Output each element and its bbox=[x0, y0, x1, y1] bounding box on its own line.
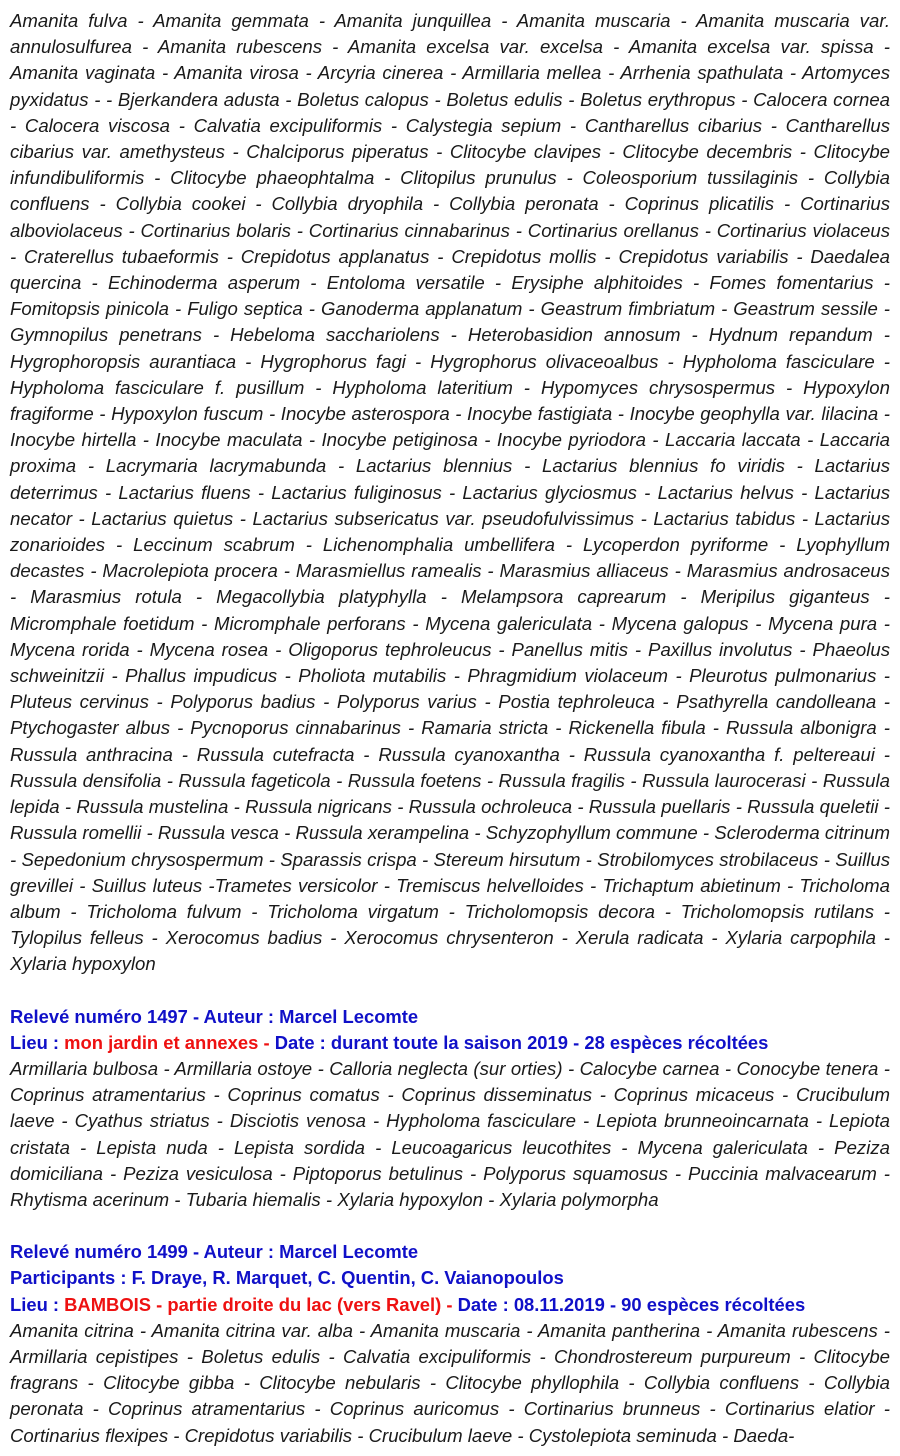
releve-title: Relevé numéro 1499 - Auteur : Marcel Lecomte bbox=[10, 1241, 419, 1263]
species-list: Amanita citrina - Amanita citrina var. alba - Amanita muscaria - Amanita pantherina - Amanita rubescens - Armillaria cepistipes - Boletus edulis - Calvatia excipuliformis - Chondrostereum purpureum - Clitocybe fragrans - Clitocybe gibba - Clitocybe nebularis - Clitocybe phyllophila - Collybia confluens - Collybia peronata - Coprinus atramentarius - Coprinus auricomus - Cortinarius brunneus - Cortinarius elatior - Cortinarius flexipes - Crepidotus variabilis - Crucibulum laeve - Cystolepiota seminuda - Daeda- bbox=[10, 1319, 890, 1446]
releve-title: Relevé numéro 1497 - Auteur : Marcel Lecomte bbox=[10, 1005, 419, 1027]
species-list: Armillaria bulbosa - Armillaria ostoye - Calloria neglecta (sur orties) - Calocybe carnea - Conocybe tenera - Coprinus atramentarius - Coprinus comatus - Coprinus disseminatus - Coprinus micaceus - Crucibulum laeve - Cyathus striatus - Disciotis venosa - Hypholoma fasciculare - Lepiota brunneoincarnata - Lepiota cristata - Lepista nuda - Lepista sordida - Leucoagaricus leucothites - Mycena galericulata - Peziza domiciliana - Peziza vesiculosa - Piptoporus betulinus - Polyporus squamosus - Puccinia malvacearum - Rhytisma acerinum - Tubaria hiemalis - Xylaria hypoxylon - Xylaria polymorpha bbox=[10, 1057, 890, 1210]
releve-location-line bbox=[10, 1030, 890, 1056]
species-list-opening: Amanita fulva - Amanita gemmata - Amanita junquillea - Amanita muscaria - Amanita muscaria var. annulosulfurea - Amanita rubescens - Amanita excelsa var. excelsa - Amanita excelsa var. spissa - Amanita vaginata - Amanita virosa - Arcyria cinerea - Armillaria mellea - Arrhenia spathulata - Artomyces pyxidatus - - Bjerkandera adusta - Boletus calopus - Boletus edulis - Boletus erythropus - Calocera cornea - Calocera viscosa - Calvatia excipuliformis - Calystegia sepium - Cantharellus cibarius - Cantharellus cibarius var. amethysteus - Chalciporus piperatus - Clitocybe clavipes - Clitocybe decembris - Clitocybe infundibuliformis - Clitocybe phaeophtalma - Clitopilus prunulus - Coleosporium tussilaginis - Collybia confluens - Collybia cookei - Collybia dryophila - Collybia peronata - Coprinus plicatilis - Cortinarius alboviolaceus - Cortinarius bolaris - Cortinarius cinnabarinus - Cortinarius orellanus - Cortinarius violaceus - Craterellus tubaeformis - Crepidotus applanatus - Crepidotus mollis - Crepidotus variabilis - Daedalea quercina - Echinoderma asperum - Entoloma versatile - Erysiphe alphitoides - Fomes fomentarius - Fomitopsis pinicola - Fuligo septica - Ganoderma applanatum - Geastrum fimbriatum - Geastrum sessile - Gymnopilus penetrans - Hebeloma sacchariolens - Heterobasidion annosum - Hydnum repandum - Hygrophoropsis aurantiaca - Hygrophorus fagi - Hygrophorus olivaceoalbus - Hypholoma fasciculare - Hypholoma fasciculare f. pusillum - Hypholoma lateritium - Hypomyces chrysospermus - Hypoxylon fragiforme - Hypoxylon fuscum - Inocybe asterospora - Inocybe fastigiata - Inocybe geophylla var. lilacina - Inocybe hirtella - Inocybe maculata - Inocybe petiginosa - Inocybe pyriodora - Laccaria laccata - Laccaria proxima - Lacrymaria lacrymabunda - Lactarius blennius - Lactarius blennius fo viridis - Lactarius deterrimus - Lactarius fluens - Lactarius fuliginosus - Lactarius glyciosmus - Lactarius helvus - Lactarius necator - Lactarius quietus - Lactarius subsericatus var. pseudofulvissimus - Lactarius tabidus - Lactarius zonarioides - Leccinum scabrum - Lichenomphalia umbellifera - Lycoperdon pyriforme - Lyophyllum decastes - Macrolepiota procera - Marasmiellus ramealis - Marasmius alliaceus - Marasmius androsaceus - Marasmius rotula - Megacollybia platyphylla - Melampsora caprearum - Meripilus giganteus - Micromphale foetidum - Micromphale perforans - Mycena galericulata - Mycena galopus - Mycena pura - Mycena rorida - Mycena rosea - Oligoporus tephroleucus - Panellus mitis - Paxillus involutus - Phaeolus schweinitzii - Phallus impudicus - Pholiota mutabilis - Phragmidium violaceum - Pleurotus pulmonarius - Pluteus cervinus - Polyporus badius - Polyporus varius - Postia tephroleuca - Psathyrella candolleana - Ptychogaster albus - Pycnoporus cinnabarinus - Ramaria stricta - Rickenella fibula - Russula albonigra - Russula anthracina - Russula cutefracta - Russula cyanoxantha - Russula cyanoxantha f. peltereaui - Russula densifolia - Russula fageticola - Russula foetens - Russula fragilis - Russula laurocerasi - Russula lepida - Russula mustelina - Russula nigricans - Russula ochroleuca - Russula puellaris - Russula queletii - Russula romellii - Russula vesca - Russula xerampelina - Schyzophyllum commune - Scleroderma citrinum - Sepedonium chrysospermum - Sparassis crispa - Stereum hirsutum - Strobilomyces strobilaceus - Suillus grevillei - Suillus luteus -Trametes versicolor - Tremiscus helvelloides - Trichaptum abietinum - Tricholoma album - Tricholoma fulvum - Tricholoma virgatum - Tricholomopsis decora - Tricholomopsis rutilans - Tylopilus felleus - Xerocomus badius - Xerocomus chrysenteron - Xerula radicata - Xylaria carpophila - Xylaria hypoxylon bbox=[10, 10, 890, 975]
lieu-value: mon jardin et annexes - bbox=[64, 1031, 270, 1053]
lieu-label: Lieu : bbox=[10, 1293, 65, 1315]
releve-location-line bbox=[10, 1292, 890, 1318]
date-species-count: Date : durant toute la saison 2019 - 28 espèces récoltées bbox=[269, 1031, 769, 1053]
releve-participants: Participants : F. Draye, R. Marquet, C. Quentin, C. Vaianopoulos bbox=[10, 1267, 564, 1289]
lieu-value: BAMBOIS - partie droite du lac (vers Ravel) - bbox=[64, 1293, 453, 1315]
lieu-label: Lieu : bbox=[10, 1031, 65, 1053]
date-species-count: Date : 08.11.2019 - 90 espèces récoltées bbox=[452, 1293, 806, 1315]
releve-1497 bbox=[10, 1004, 890, 1214]
releve-1499 bbox=[10, 1239, 890, 1449]
